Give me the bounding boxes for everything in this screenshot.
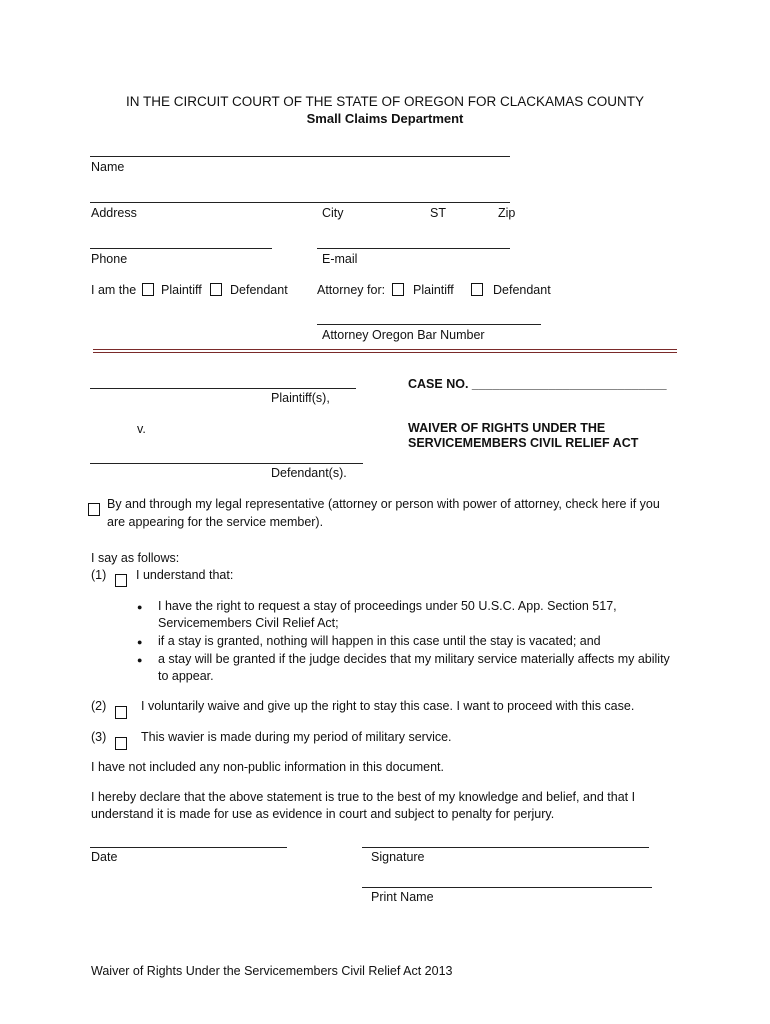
department-heading: Small Claims Department	[306, 111, 464, 126]
phone-line[interactable]	[90, 248, 272, 249]
bullet2-text: if a stay is granted, nothing will happen in this case until the stay is vacated; and	[158, 634, 601, 648]
declaration-line1: I hereby declare that the above statement is true to the best of my knowledge and belief, and that I	[91, 790, 636, 804]
item2-number: (2)	[91, 699, 107, 713]
date-label: Date	[91, 850, 118, 864]
city-label: City	[322, 206, 344, 220]
name-line[interactable]	[90, 156, 510, 157]
form-title-line1: WAIVER OF RIGHTS UNDER THE	[408, 421, 606, 435]
bar-number-label: Attorney Oregon Bar Number	[322, 328, 485, 342]
signature-line[interactable]	[362, 847, 649, 848]
plaintiffs-label: Plaintiff(s),	[271, 391, 330, 405]
defendant-name-line[interactable]	[90, 463, 363, 464]
item1-checkbox[interactable]	[115, 574, 127, 587]
zip-label: Zip	[498, 206, 516, 220]
say-as-follows: I say as follows:	[91, 551, 180, 565]
declaration-line2: understand it is made for use as evidence in court and subject to penalty for perjury.	[91, 807, 555, 821]
email-line[interactable]	[317, 248, 510, 249]
divider-bottom	[93, 352, 677, 353]
st-label: ST	[430, 206, 446, 220]
divider-top	[93, 349, 677, 350]
email-label: E-mail	[322, 252, 358, 266]
plaintiff-checkbox[interactable]	[142, 283, 154, 296]
defendant-label: Defendant	[230, 283, 288, 297]
item3-text: This wavier is made during my period of military service.	[141, 730, 452, 744]
court-heading: IN THE CIRCUIT COURT OF THE STATE OF OREGON FOR CLACKAMAS COUNTY	[125, 94, 645, 109]
address-line[interactable]	[90, 202, 510, 203]
form-title-line2: SERVICEMEMBERS CIVIL RELIEF ACT	[408, 436, 639, 450]
attorney-plaintiff-label: Plaintiff	[413, 283, 454, 297]
plaintiff-name-line[interactable]	[90, 388, 356, 389]
footer-text: Waiver of Rights Under the Servicemembers Civil Relief Act 2013	[91, 964, 453, 978]
date-line[interactable]	[90, 847, 287, 848]
representative-text-1: By and through my legal representative (attorney or person with power of attorney, check here if you	[107, 497, 660, 511]
i-am-the-label: I am the	[91, 283, 137, 297]
versus-label: v.	[137, 422, 146, 436]
bullet3-dot: ●	[137, 655, 143, 665]
phone-label: Phone	[91, 252, 128, 266]
representative-text-2: are appearing for the service member).	[107, 515, 324, 529]
item3-number: (3)	[91, 730, 107, 744]
item1-number: (1)	[91, 568, 107, 582]
bullet1-dot: ●	[137, 602, 143, 612]
item2-checkbox[interactable]	[115, 706, 127, 719]
signature-label: Signature	[371, 850, 425, 864]
attorney-defendant-label: Defendant	[493, 283, 551, 297]
bar-number-line[interactable]	[317, 324, 541, 325]
item2-text: I voluntarily waive and give up the right to stay this case. I want to proceed with this case.	[141, 699, 635, 713]
name-label: Name	[91, 160, 125, 174]
defendants-label: Defendant(s).	[271, 466, 347, 480]
attorney-defendant-checkbox[interactable]	[471, 283, 483, 296]
bullet3-line2: to appear.	[158, 669, 214, 683]
attorney-plaintiff-checkbox[interactable]	[392, 283, 404, 296]
defendant-checkbox[interactable]	[210, 283, 222, 296]
item3-checkbox[interactable]	[115, 737, 127, 750]
item1-text: I understand that:	[136, 568, 234, 582]
bullet1-line2: Servicemembers Civil Relief Act;	[158, 616, 339, 630]
bullet3-line1: a stay will be granted if the judge decides that my military service materially affects my ability	[158, 652, 670, 666]
case-number[interactable]: CASE NO. ____________________________	[408, 377, 667, 391]
address-label: Address	[91, 206, 137, 220]
print-name-line[interactable]	[362, 887, 652, 888]
non-public-statement: I have not included any non-public information in this document.	[91, 760, 444, 774]
print-name-label: Print Name	[371, 890, 434, 904]
bullet2-dot: ●	[137, 637, 143, 647]
representative-checkbox[interactable]	[88, 503, 100, 516]
attorney-for-label: Attorney for:	[317, 283, 386, 297]
plaintiff-label: Plaintiff	[161, 283, 202, 297]
bullet1-line1: I have the right to request a stay of proceedings under 50 U.S.C. App. Section 517,	[158, 599, 617, 613]
